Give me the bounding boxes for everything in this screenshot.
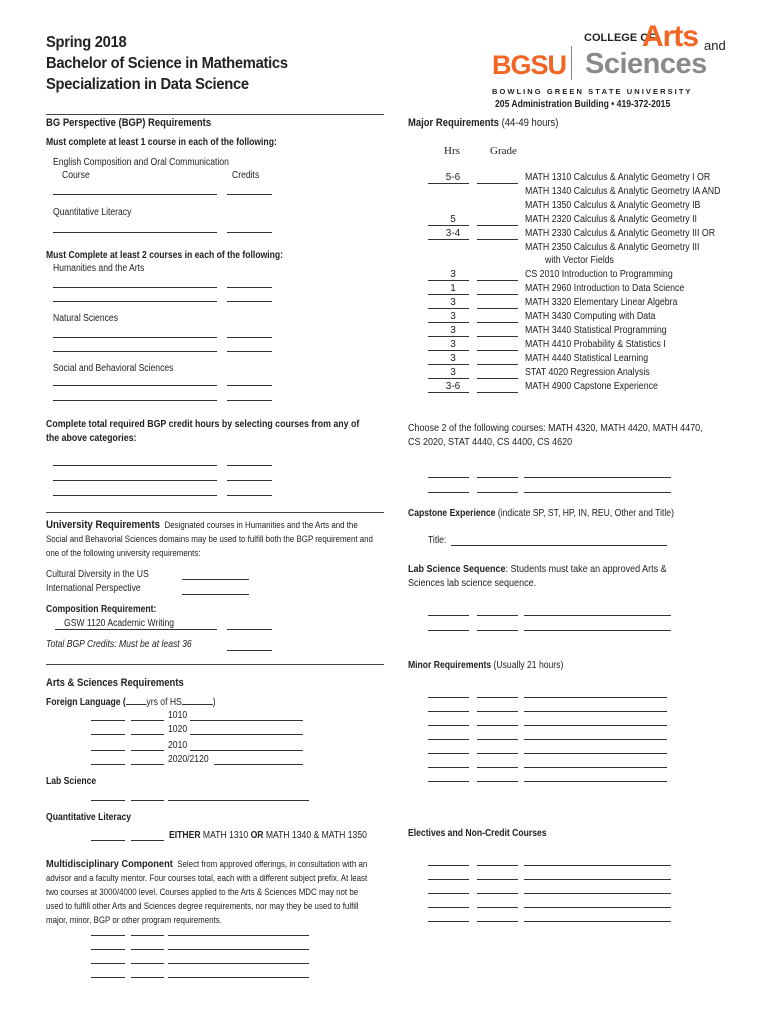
minor-line-5-2[interactable] bbox=[477, 753, 518, 754]
minor-heading: Minor Requirements bbox=[408, 660, 492, 671]
hum-course-line-1[interactable] bbox=[53, 287, 217, 288]
lang-line-c-2[interactable] bbox=[190, 734, 303, 735]
elective-line-3-2[interactable] bbox=[477, 893, 518, 894]
cultural-diversity-line[interactable] bbox=[182, 579, 249, 580]
major-course: STAT 4020 Regression Analysis bbox=[525, 366, 650, 378]
major-grade-line[interactable] bbox=[477, 350, 518, 351]
quant-options bbox=[169, 830, 367, 841]
quant-lit-label: Quantitative Literacy bbox=[46, 812, 132, 823]
extra-credit-line-2[interactable] bbox=[227, 480, 272, 481]
artsci-heading: Arts & Sciences Requirements bbox=[46, 677, 184, 689]
minor-line-3-3[interactable] bbox=[524, 725, 667, 726]
major-course: MATH 4440 Statistical Learning bbox=[525, 352, 649, 364]
extra-credit-line-3[interactable] bbox=[227, 495, 272, 496]
choose-line-c-2[interactable] bbox=[524, 492, 671, 493]
hum-credit-line-1[interactable] bbox=[227, 287, 272, 288]
english-category: English Composition and Oral Communication bbox=[53, 157, 229, 168]
major-hrs-line[interactable] bbox=[428, 294, 469, 295]
minor-line-7-3[interactable] bbox=[524, 781, 667, 782]
hum-course-line-2[interactable] bbox=[53, 301, 217, 302]
major-hrs-value: 3 bbox=[450, 324, 456, 336]
lang-line-b-2[interactable] bbox=[131, 734, 164, 735]
quant-line-b[interactable] bbox=[131, 840, 164, 841]
major-grade-line[interactable] bbox=[477, 322, 518, 323]
labseq-line-c-2[interactable] bbox=[524, 630, 671, 631]
major-grade-line[interactable] bbox=[477, 183, 518, 184]
extra-course-line-2[interactable] bbox=[53, 480, 217, 481]
extra-course-line-1[interactable] bbox=[53, 465, 217, 466]
lang-line-c-4[interactable] bbox=[214, 764, 303, 765]
nat-course-line-1[interactable] bbox=[53, 337, 217, 338]
major-hrs-value: 3 bbox=[450, 366, 456, 378]
elective-line-2-2[interactable] bbox=[477, 879, 518, 880]
major-course: MATH 4900 Capstone Experience bbox=[525, 380, 658, 392]
lang-line-b-1[interactable] bbox=[131, 720, 164, 721]
lab-sequence: Lab Science Sequence: Students must take an approved Arts & Sciences lab science sequence. bbox=[408, 564, 667, 589]
grade-col-label: Grade bbox=[490, 145, 517, 157]
title-term: Spring 2018 bbox=[46, 34, 127, 51]
hum-credit-line-2[interactable] bbox=[227, 301, 272, 302]
mdc-line-b-4[interactable] bbox=[131, 977, 164, 978]
minor-line-1-1[interactable] bbox=[428, 697, 469, 698]
minor-heading-row: Minor Requirements (Usually 21 hours) bbox=[408, 660, 564, 671]
multidisciplinary-component bbox=[46, 857, 376, 927]
mdc-line-b-3[interactable] bbox=[131, 963, 164, 964]
major-hrs-value: 3 bbox=[450, 297, 456, 309]
university-heading: University Requirements bbox=[46, 519, 161, 531]
elective-line-3-3[interactable] bbox=[524, 893, 671, 894]
minor-line-6-1[interactable] bbox=[428, 767, 469, 768]
labseq-line-b-2[interactable] bbox=[477, 630, 518, 631]
major-hrs-line[interactable] bbox=[428, 183, 469, 184]
extra-course-line-3[interactable] bbox=[53, 495, 217, 496]
choose-line-b-2[interactable] bbox=[477, 492, 518, 493]
major-grade-line[interactable] bbox=[477, 239, 518, 240]
elective-line-4-1[interactable] bbox=[428, 907, 469, 908]
minor-line-4-2[interactable] bbox=[477, 739, 518, 740]
mdc-line-a-3[interactable] bbox=[91, 963, 125, 964]
major-hrs-line[interactable] bbox=[428, 308, 469, 309]
lang-course-2: 1020 bbox=[168, 724, 188, 735]
bgp-must2: Must Complete at least 2 courses in each of the following: bbox=[46, 250, 284, 261]
lab-line-a[interactable] bbox=[91, 800, 125, 801]
math1340-text: MATH 1340 & MATH 1350 bbox=[265, 830, 367, 841]
lang-line-a-2[interactable] bbox=[91, 734, 125, 735]
mdc-line-b-1[interactable] bbox=[131, 935, 164, 936]
major-course: MATH 2350 Calculus & Analytic Geometry III bbox=[525, 241, 700, 253]
bgp-must1: Must complete at least 1 course in each of the following: bbox=[46, 137, 277, 148]
mdc-line-c-4[interactable] bbox=[168, 977, 309, 978]
major-hrs-value: 3 bbox=[450, 311, 456, 322]
capstone-heading-row: Capstone Experience (indicate SP, ST, HP, IN, REU, Other and Title) bbox=[408, 508, 674, 519]
foreign-yrs-blank[interactable] bbox=[126, 704, 147, 705]
major-course: MATH 3440 Statistical Programming bbox=[525, 324, 667, 336]
sciences-text: Sciences bbox=[585, 48, 707, 80]
major-course: MATH 2320 Calculus & Analytic Geometry II bbox=[525, 213, 697, 225]
math1310-text: MATH 1310 bbox=[202, 830, 249, 841]
major-course: MATH 3430 Computing with Data bbox=[525, 311, 656, 322]
choose-two-text: Choose 2 of the following courses: MATH 4320, MATH 4420, MATH 4470, CS 2020, STAT 4440, CS 4400, CS 4620 bbox=[408, 423, 703, 448]
multi-desc: Select from approved offerings, in consultation with an advisor and a faculty mentor. Four courses total, each with a different subject prefix. At least two courses at 3000/4000 level. Courses applied to the Arts & Sciences MDC may not be used to fulfill other Arts and Sciences degree requirements, nor may they be used to fulfill major, minor, BGP or other program requirements. bbox=[46, 859, 368, 925]
bgsu-wordmark: BGSU bbox=[492, 50, 567, 80]
major-hrs-value: 3 bbox=[450, 269, 456, 281]
lang-course-1: 1010 bbox=[168, 710, 188, 721]
soc-credit-line-1[interactable] bbox=[227, 385, 272, 386]
bgp-heading: BG Perspective (BGP) Requirements bbox=[46, 117, 212, 129]
major-course: MATH 3320 Elementary Linear Algebra bbox=[525, 297, 678, 309]
cultural-diversity-label: Cultural Diversity in the US bbox=[46, 569, 149, 580]
mdc-line-c-3[interactable] bbox=[168, 963, 309, 964]
quant-credit-line[interactable] bbox=[227, 232, 272, 233]
nat-course-line-2[interactable] bbox=[53, 351, 217, 352]
lang-line-b-3[interactable] bbox=[131, 750, 164, 751]
labseq-line-c-1[interactable] bbox=[524, 615, 671, 616]
lang-line-b-4[interactable] bbox=[131, 764, 164, 765]
labseq-line-b-1[interactable] bbox=[477, 615, 518, 616]
mdc-line-a-2[interactable] bbox=[91, 949, 125, 950]
elective-line-5-3[interactable] bbox=[524, 921, 671, 922]
minor-line-6-3[interactable] bbox=[524, 767, 667, 768]
choose-line-a-1[interactable] bbox=[428, 477, 469, 478]
labseq-line-a-2[interactable] bbox=[428, 630, 469, 631]
elective-line-1-1[interactable] bbox=[428, 865, 469, 866]
elective-line-1-2[interactable] bbox=[477, 865, 518, 866]
lang-line-c-1[interactable] bbox=[190, 720, 303, 721]
major-hrs-line[interactable] bbox=[428, 322, 469, 323]
multi-heading: Multidisciplinary Component bbox=[46, 858, 173, 870]
minor-line-5-1[interactable] bbox=[428, 753, 469, 754]
major-course: with Vector Fields bbox=[545, 255, 614, 267]
major-course: CS 2010 Introduction to Programming bbox=[525, 269, 673, 281]
lang-course-3: 2010 bbox=[168, 740, 188, 751]
minor-line-3-1[interactable] bbox=[428, 725, 469, 726]
major-hrs-line[interactable] bbox=[428, 350, 469, 351]
choose-line-a-2[interactable] bbox=[428, 492, 469, 493]
major-grade-line[interactable] bbox=[477, 364, 518, 365]
choose-line-c-1[interactable] bbox=[524, 477, 671, 478]
minor-line-7-1[interactable] bbox=[428, 781, 469, 782]
english-course-line[interactable] bbox=[53, 194, 217, 195]
address: 205 Administration Building • 419-372-2015 bbox=[495, 99, 671, 110]
elective-line-2-3[interactable] bbox=[524, 879, 671, 880]
major-hrs-line[interactable] bbox=[428, 336, 469, 337]
international-line[interactable] bbox=[182, 594, 249, 595]
college-of-text: COLLEGE OF bbox=[584, 32, 656, 44]
arts-text: Arts bbox=[642, 20, 699, 53]
elective-line-4-3[interactable] bbox=[524, 907, 671, 908]
minor-line-1-2[interactable] bbox=[477, 697, 518, 698]
lang-line-a-1[interactable] bbox=[91, 720, 125, 721]
mdc-line-a-1[interactable] bbox=[91, 935, 125, 936]
humanities-category: Humanities and the Arts bbox=[53, 263, 145, 274]
minor-line-6-2[interactable] bbox=[477, 767, 518, 768]
labseq-line-a-1[interactable] bbox=[428, 615, 469, 616]
minor-line-4-1[interactable] bbox=[428, 739, 469, 740]
major-hrs-line[interactable] bbox=[428, 225, 469, 226]
capstone-title-line[interactable] bbox=[451, 545, 667, 546]
major-grade-line[interactable] bbox=[477, 378, 518, 379]
nat-credit-line-1[interactable] bbox=[227, 337, 272, 338]
or-text: OR bbox=[250, 830, 264, 841]
natural-category: Natural Sciences bbox=[53, 313, 119, 324]
total-bgp-credits: Total BGP Credits: Must be at least 36 bbox=[46, 639, 192, 650]
mdc-line-a-4[interactable] bbox=[91, 977, 125, 978]
major-hrs-line[interactable] bbox=[428, 239, 469, 240]
credits-col-label: Credits bbox=[232, 170, 260, 181]
nat-credit-line-2[interactable] bbox=[227, 351, 272, 352]
course-col-label: Course bbox=[62, 170, 90, 181]
capstone-heading: Capstone Experience bbox=[408, 508, 496, 519]
either-text: EITHER bbox=[169, 830, 201, 841]
mdc-line-b-2[interactable] bbox=[131, 949, 164, 950]
minor-line-2-2[interactable] bbox=[477, 711, 518, 712]
major-hrs-value: 5 bbox=[450, 213, 456, 225]
major-requirements-heading: Major Requirements (44-49 hours) bbox=[408, 117, 559, 129]
major-course: MATH 1350 Calculus & Analytic Geometry IB bbox=[525, 199, 701, 211]
quant-line-a[interactable] bbox=[91, 840, 125, 841]
gsw-underline bbox=[55, 629, 217, 630]
soc-course-line-1[interactable] bbox=[53, 385, 217, 386]
university-requirements bbox=[46, 518, 376, 560]
english-credit-line[interactable] bbox=[227, 194, 272, 195]
choose-line-b-1[interactable] bbox=[477, 477, 518, 478]
major-hrs-value: 3 bbox=[450, 352, 456, 364]
international-label: International Perspective bbox=[46, 583, 141, 594]
lab-seq-heading: Lab Science Sequence bbox=[408, 564, 506, 575]
university-desc: Designated courses in Humanities and the Arts and the Social and Behavorial Sciences domains may be used to fulfill both the BGP requirement and one of the following university requirements: bbox=[46, 520, 373, 558]
elective-line-5-1[interactable] bbox=[428, 921, 469, 922]
extra-credit-line-1[interactable] bbox=[227, 465, 272, 466]
minor-line-2-1[interactable] bbox=[428, 711, 469, 712]
quant-category: Quantitative Literacy bbox=[53, 207, 132, 218]
major-hrs-value: 1 bbox=[450, 283, 456, 295]
major-course: MATH 2960 Introduction to Data Science bbox=[525, 283, 685, 295]
total-bgp-line[interactable] bbox=[227, 650, 272, 651]
bgsu-logo bbox=[492, 20, 732, 114]
major-course: MATH 2330 Calculus & Analytic Geometry III OR bbox=[525, 227, 716, 239]
elective-line-4-2[interactable] bbox=[477, 907, 518, 908]
lang-line-a-4[interactable] bbox=[91, 764, 125, 765]
major-grade-line[interactable] bbox=[477, 392, 518, 393]
university-name: B O W L I N G G R E E N S T A T E U N I V E R S I T Y bbox=[492, 87, 691, 96]
major-grade-line[interactable] bbox=[477, 336, 518, 337]
major-grade-line[interactable] bbox=[477, 225, 518, 226]
minor-line-1-3[interactable] bbox=[524, 697, 667, 698]
elective-line-5-2[interactable] bbox=[477, 921, 518, 922]
hrs-col-label: Hrs bbox=[444, 145, 460, 157]
foreign-label: Foreign Language ( bbox=[46, 697, 126, 708]
gsw-credit-line[interactable] bbox=[227, 629, 272, 630]
lab-line-c[interactable] bbox=[168, 800, 309, 801]
lang-line-c-3[interactable] bbox=[190, 750, 303, 751]
foreign-yrs-blank2[interactable] bbox=[182, 704, 213, 705]
major-course: MATH 1310 Calculus & Analytic Geometry I OR bbox=[525, 172, 711, 183]
composition-heading: Composition Requirement: bbox=[46, 604, 157, 615]
major-hrs-line[interactable] bbox=[428, 392, 469, 393]
elective-line-3-1[interactable] bbox=[428, 893, 469, 894]
social-category: Social and Behavioral Sciences bbox=[53, 363, 174, 374]
title-specialization: Specialization in Data Science bbox=[46, 76, 249, 93]
soc-course-line-2[interactable] bbox=[53, 400, 217, 401]
major-course: MATH 1340 Calculus & Analytic Geometry IA AND bbox=[525, 185, 721, 197]
major-hrs-line[interactable] bbox=[428, 378, 469, 379]
electives-heading: Electives and Non-Credit Courses bbox=[408, 828, 547, 839]
major-hrs-value: 3-4 bbox=[445, 227, 461, 239]
lang-course-4: 2020/2120 bbox=[168, 754, 209, 765]
capstone-title-label: Title: bbox=[428, 535, 447, 546]
and-text: and bbox=[704, 38, 726, 53]
quant-course-line[interactable] bbox=[53, 232, 217, 233]
minor-line-4-3[interactable] bbox=[524, 739, 667, 740]
major-hrs-value: 3-6 bbox=[445, 380, 461, 392]
bgp-complete-total: Complete total required BGP credit hours by selecting courses from any of the above categories: bbox=[46, 419, 360, 444]
mdc-line-c-2[interactable] bbox=[168, 949, 309, 950]
elective-line-1-3[interactable] bbox=[524, 865, 671, 866]
lab-science-label: Lab Science bbox=[46, 776, 97, 787]
minor-line-5-3[interactable] bbox=[524, 753, 667, 754]
gsw-course: GSW 1120 Academic Writing bbox=[64, 618, 175, 629]
major-grade-line[interactable] bbox=[477, 294, 518, 295]
major-hrs-value: 3 bbox=[450, 338, 456, 350]
soc-credit-line-2[interactable] bbox=[227, 400, 272, 401]
major-grade-line[interactable] bbox=[477, 308, 518, 309]
lab-line-b[interactable] bbox=[131, 800, 164, 801]
major-course: MATH 4410 Probability & Statistics I bbox=[525, 338, 666, 350]
minor-line-3-2[interactable] bbox=[477, 725, 518, 726]
title-degree: Bachelor of Science in Mathematics bbox=[46, 55, 288, 72]
lang-line-a-3[interactable] bbox=[91, 750, 125, 751]
major-grade-line[interactable] bbox=[477, 280, 518, 281]
mdc-line-c-1[interactable] bbox=[168, 935, 309, 936]
minor-line-7-2[interactable] bbox=[477, 781, 518, 782]
foreign-language-row: Foreign Language ( yrs of HS ) bbox=[46, 697, 216, 708]
foreign-mid: yrs of HS bbox=[146, 697, 182, 708]
major-hrs-line[interactable] bbox=[428, 280, 469, 281]
major-hrs-value: 5-6 bbox=[445, 172, 461, 183]
minor-line-2-3[interactable] bbox=[524, 711, 667, 712]
major-hrs-line[interactable] bbox=[428, 364, 469, 365]
elective-line-2-1[interactable] bbox=[428, 879, 469, 880]
